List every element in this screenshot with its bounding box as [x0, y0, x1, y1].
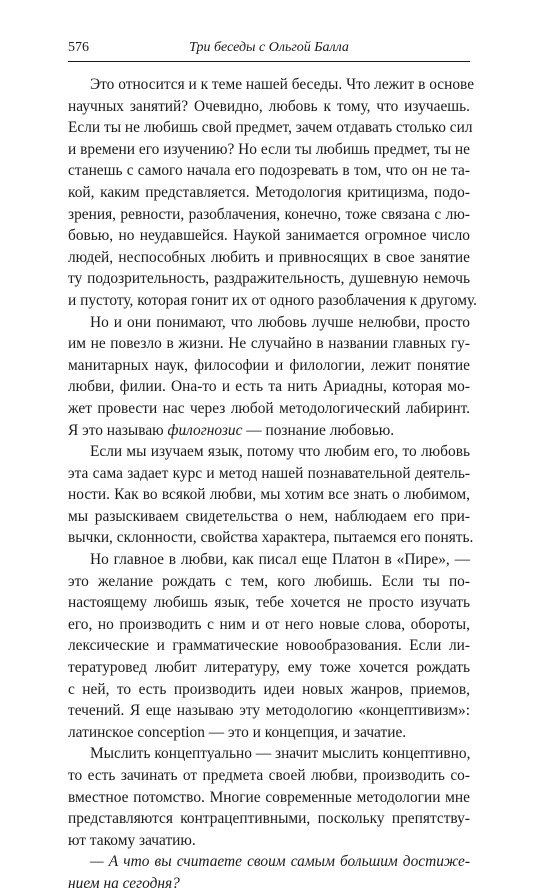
text-run: течений. Я еще называю эту методологию «концептивизм»: [68, 702, 470, 720]
text-run: им не повезло в жизни. Не случайно в названии главных гу- [68, 335, 470, 353]
text-run: Если мы изучаем язык, потому что любим его, то любовь [90, 443, 470, 461]
text-line [68, 160, 470, 182]
text-line [68, 851, 470, 873]
text-line [68, 571, 470, 593]
text-run: Если ты не любишь свой предмет, зачем отдавать столько сил [68, 119, 473, 137]
text-run: манитарных наук, философии и филологии, лежит понятие [68, 356, 470, 374]
text-line [68, 873, 470, 895]
text-run: представляются контрацептивными, поскольку препятству- [68, 810, 470, 828]
text-run: людей, неспособных любить и привносящих в свое занятие [68, 248, 470, 266]
text-line [68, 679, 470, 701]
text-run: ту подозрительность, раздражительность, душевную немочь [68, 270, 470, 288]
text-run: станешь с самого начала его подозревать в том, что он не та- [68, 162, 470, 180]
text-run: Мыслить концептуально — значит мыслить концептивно, [90, 745, 471, 763]
text-line [68, 743, 470, 765]
text-line [68, 441, 470, 463]
text-line [68, 765, 470, 787]
running-title: Три беседы с Ольгой Балла [189, 40, 349, 55]
text-line [68, 139, 470, 161]
text-line [68, 376, 470, 398]
text-run: ности. Как во всякой любви, мы хотим все знать о любимом, [68, 486, 470, 504]
text-run: Но главное в любви, как писал еще Платон в «Пире», — [90, 551, 470, 569]
text-run: жет провести нас через любой методологический лабиринт. [68, 399, 470, 417]
text-run: вместное потомство. Многие современные методологии мне [68, 788, 470, 806]
text-run: Я это называю [68, 421, 168, 439]
text-line [68, 614, 470, 636]
text-run: научных занятий? Очевидно, любовь к тому, что изучаешь. [68, 97, 470, 115]
text-line [68, 96, 470, 118]
text-line [68, 247, 470, 269]
text-line [68, 312, 470, 334]
text-run: его, но производить с ним и от него новые слова, обороты, [68, 615, 470, 633]
text-line [68, 398, 470, 420]
text-run: любви, филии. Она-то и есть та нить Ариадны, которая мо- [68, 378, 470, 396]
text-line [68, 657, 470, 679]
text-line [68, 484, 470, 506]
text-run: эта сама задает курс и метод нашей познавательной деятель- [68, 464, 470, 482]
body-text [68, 74, 478, 895]
text-run: Это относится и к теме нашей беседы. Что лежит в основе [90, 76, 475, 93]
text-run: — познание любовью. [242, 421, 395, 439]
text-run: бовью, но неудавшейся. Наукой занимается огромное число [68, 227, 470, 245]
running-head [68, 40, 470, 62]
text-run: и пустоту, которая гонит их от одного разоблачения к другому. [68, 291, 478, 309]
text-line [68, 700, 470, 722]
text-line [68, 333, 470, 355]
text-line [68, 182, 470, 204]
text-line [68, 74, 475, 96]
text-run: то есть зачинать от предмета своей любви, производить со- [68, 767, 470, 784]
text-line [68, 808, 470, 830]
text-line [68, 830, 470, 852]
text-line [68, 722, 470, 744]
text-line [68, 268, 470, 290]
text-run: латинское conception — это и концепция, и зачатие. [68, 723, 407, 741]
text-run: и времени его изучению? Но если ты любишь предмет, ты не [68, 140, 470, 158]
text-run: тературовед любит литературу, ему тоже хочется рождать [68, 659, 470, 677]
text-run: ют такому зачатию. [68, 831, 196, 849]
text-run: мы разыскиваем свидетельства о нем, наблюдаем его при- [68, 507, 470, 525]
text-run: лексические и грамматические новообразования. Если ли- [68, 637, 470, 655]
text-run: Но и они понимают, что любовь лучше нелюбви, просто [90, 313, 470, 331]
text-line [68, 290, 478, 312]
text-run: вычки, склонности, свойства характера, пытаемся его понять. [68, 529, 474, 547]
text-line [68, 506, 470, 528]
text-run: это желание рождать с тем, кого любишь. Если ты по- [68, 572, 470, 590]
text-line [68, 787, 470, 809]
text-line [68, 420, 470, 442]
text-line [68, 204, 470, 226]
text-line [68, 117, 473, 139]
italic-text: филогнозис [167, 421, 243, 439]
header-rule [68, 61, 470, 62]
text-run: настоящему любишь язык, тебе хочется не просто изучать [68, 594, 470, 612]
text-run: с ней, то есть производить идеи новых жанров, приемов, [68, 680, 470, 698]
text-line [68, 225, 470, 247]
italic-text: — А что вы считаете своим самым большим достиже- [90, 853, 470, 871]
text-line [68, 527, 474, 549]
italic-text: нием на сегодня? [68, 874, 180, 892]
text-line [68, 549, 470, 571]
text-line [68, 355, 470, 377]
text-run: зрения, ревности, разоблачения, конечно, тоже связана с лю- [68, 205, 470, 223]
text-line [68, 463, 470, 485]
text-run: кой, каким представляется. Методология критицизма, подо- [68, 183, 470, 201]
page-number: 576 [68, 40, 89, 55]
text-line [68, 592, 470, 614]
text-line [68, 635, 470, 657]
